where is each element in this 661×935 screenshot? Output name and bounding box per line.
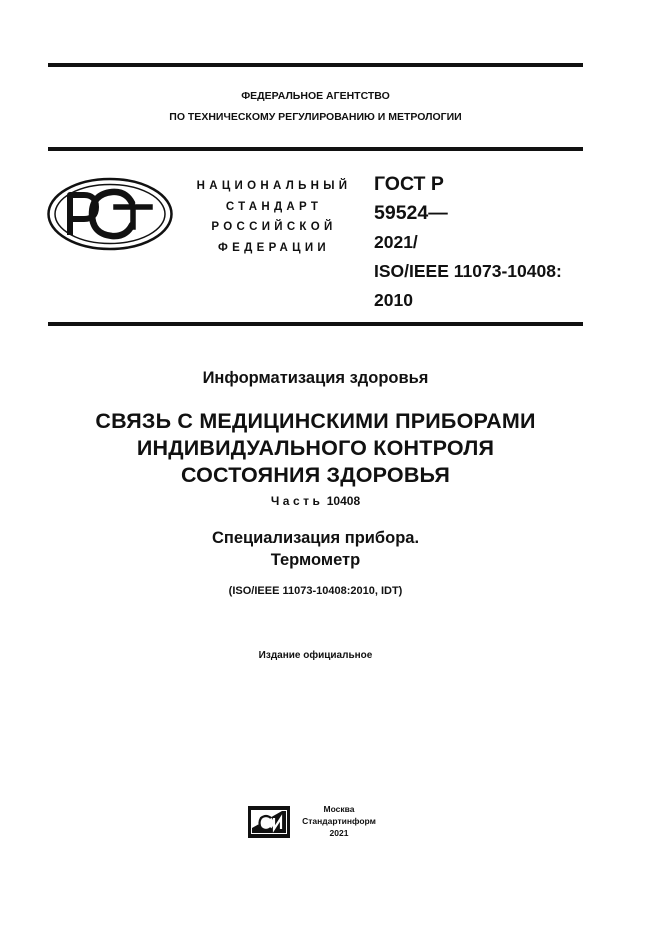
part-number: 10408: [326, 494, 361, 508]
publisher-name: Стандартинформ: [302, 816, 376, 826]
edition-label: Издание официальное: [258, 650, 373, 661]
designation-line-1: ГОСТ Р: [374, 173, 444, 195]
designation-line-4: ISO/IEEE 11073-10408:: [374, 261, 562, 281]
national-standard-line-1: НАЦИОНАЛЬНЫЙ: [196, 180, 352, 192]
standard-designation: [374, 170, 562, 315]
publisher-year: 2021: [329, 828, 349, 838]
subtitle-line-1: Специализация прибора.: [211, 529, 420, 547]
title-divider: [48, 322, 583, 326]
subtitle-line-2: Термометр: [270, 551, 361, 569]
international-equivalent: (ISO/IEEE 11073-10408:2010, IDT): [228, 585, 403, 597]
standartinform-logo-icon: [248, 806, 290, 838]
header-divider: [48, 147, 583, 151]
agency-line-1: ФЕДЕРАЛЬНОЕ АГЕНТСТВО: [241, 90, 390, 102]
top-divider: [48, 63, 583, 67]
title-line-1: СВЯЗЬ С МЕДИЦИНСКИМИ ПРИБОРАМИ: [95, 409, 536, 433]
title-line-2: ИНДИВИДУАЛЬНОГО КОНТРОЛЯ: [136, 436, 495, 460]
document-title: [48, 408, 583, 489]
gost-r-logo-icon: [46, 177, 174, 251]
agency-line-2: ПО ТЕХНИЧЕСКОМУ РЕГУЛИРОВАНИЮ И МЕТРОЛОГИИ: [169, 111, 462, 123]
national-standard-line-3: РОССИЙСКОЙ: [211, 221, 337, 233]
national-standard-label: [186, 176, 362, 258]
national-standard-line-4: ФЕДЕРАЦИИ: [218, 241, 330, 254]
national-standard-line-2: СТАНДАРТ: [225, 200, 323, 213]
publisher-info: [294, 803, 384, 839]
designation-line-3: 2021/: [374, 232, 418, 252]
publisher-city: Москва: [323, 804, 355, 814]
part-line: [48, 494, 583, 508]
subject-heading: Информатизация здоровья: [202, 369, 429, 387]
designation-line-2: 59524—: [374, 202, 448, 224]
part-label: Часть: [270, 494, 324, 508]
title-line-3: СОСТОЯНИЯ ЗДОРОВЬЯ: [180, 463, 451, 487]
document-subtitle: [48, 527, 583, 571]
designation-line-5: 2010: [374, 290, 413, 310]
